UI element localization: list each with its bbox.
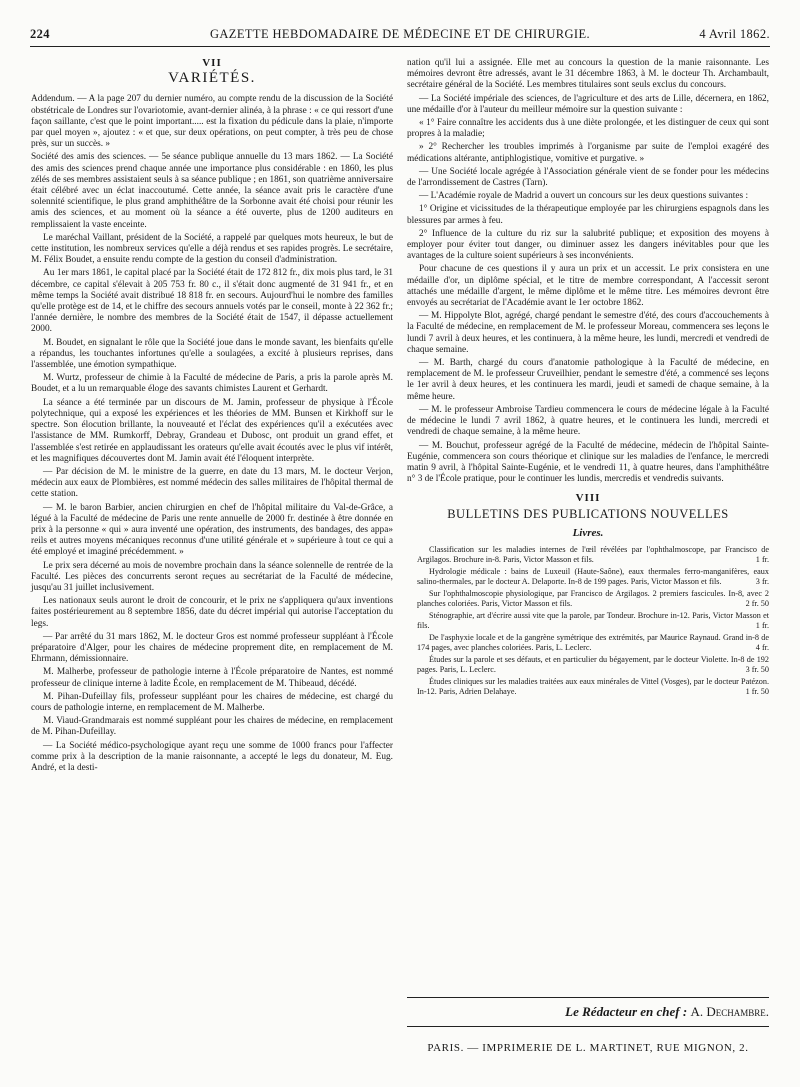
paragraph: M. Wurtz, professeur de chimie à la Faculté de médecine de Paris, a pris la parole après M. Boudet, et a lu un remarquable éloge des savants chimistes Laurent et Gerhardt. — [31, 373, 393, 395]
paragraph: Le prix sera décerné au mois de novembre prochain dans la séance solennelle de rentrée de la Faculté. Les pièces des concurrents seront reçues au secrétariat de la Faculté de médecine, jusqu'au 31 juillet inclusivement. — [31, 560, 393, 593]
book-entry — [407, 633, 769, 653]
section-title: VARIÉTÉS. — [168, 70, 256, 87]
right-column — [407, 58, 769, 699]
section-title: BULLETINS DES PUBLICATIONS NOUVELLES — [447, 506, 729, 521]
paragraph: — Par arrêté du 31 mars 1862, M. le docteur Gros est nommé professeur suppléant à l'École préparatoire d'Alger, pour les chaires de médecine proprement dite, en remplacement de M. Ehrmann, démissionnaire. — [31, 631, 393, 665]
left-column — [31, 58, 393, 776]
book-entry — [407, 567, 769, 587]
book-text: Études cliniques sur les maladies traitées aux eaux minérales de Vittel (Vosges), par le docteur Patézon. In-12. Paris, Adrien Delahaye. — [417, 676, 769, 696]
book-text: Études sur la parole et ses défauts, et en particulier du bégayement, par le docteur Violette. In-8 de 192 pages. Paris, L. Leclerc. — [417, 654, 769, 674]
paragraph: — M. le professeur Ambroise Tardieu commencera le cours de médecine légale à la Faculté de médecine le lundi 7 avril 1862, à quatre heures, et le continuera les lundi, mercredi et vendredi de chaque semaine, à la même heure. — [407, 404, 769, 438]
book-entry — [407, 677, 769, 697]
book-price: 4 fr. — [755, 642, 769, 652]
book-entry — [407, 655, 769, 675]
paragraph: M. Pihan-Dufeillay fils, professeur suppléant pour les chaires de médecine, est chargé du cours de pathologie interne, en remplacement de M. Malherbe. — [31, 691, 393, 713]
page-number: 224 — [30, 27, 50, 41]
book-text: Sur l'ophthalmoscopie physiologique, par Francisco de Argilagos. 2 premiers fascicules. In-8, avec 2 planches coloriées. Paris, Victor Masson et fils. — [417, 588, 769, 608]
book-price: 3 fr. — [755, 576, 769, 586]
paragraph: M. Viaud-Grandmarais est nommé suppléant pour les chaires de médecine, en remplacement de M. Pihan-Dufeillay. — [31, 716, 393, 738]
book-price: 3 fr. 50 — [745, 664, 769, 674]
paragraph: nation qu'il lui a assignée. Elle met au concours la question de la manie raisonnante. Les mémoires devront être adressés, avant le 31 décembre 1863, à M. le docteur Th. Archambault, secrétaire général de la Société. Les membres titulaires sont seuls exclus du concours. — [407, 58, 769, 91]
book-text: Hydrologie médicale : bains de Luxeuil (Haute-Saône), eaux thermales ferro-manganifères, eaux salino-thermales, par le docteur A. Delaporte. In-8 de 199 pages. Paris, Victor Masson et fils. — [417, 566, 769, 586]
paragraph: — M. Hippolyte Blot, agrégé, chargé pendant le semestre d'été, des cours d'accouchements à la Faculté de médecine, en remplacement de M. le professeur Moreau, commencera ses leçons le lundi 7 avril à deux heures, et les continuera, à la même heure, les lundi, mercredi et vendredi de chaque semaine. — [407, 311, 769, 355]
paragraph: Le maréchal Vaillant, président de la Société, a rappelé par quelques mots heureux, le but de cette institution, les nombreux services qu'elle a déjà rendus et ses rapides progrès. Le secrétaire, M. Félix Boudet, a ensuite rendu compte de la gestion du conseil d'administration. — [31, 232, 393, 266]
book-price: 1 fr. — [755, 554, 769, 564]
book-price: 1 fr. — [755, 620, 769, 630]
book-price: 1 fr. 50 — [745, 686, 769, 696]
book-price: 2 fr. 50 — [745, 598, 769, 608]
issue-date: 4 Avril 1862. — [699, 27, 770, 41]
paragraph: — M. Bouchut, professeur agrégé de la Faculté de médecine, médecin de l'hôpital Sainte-Eugénie, commencera son cours théorique et clinique sur les maladies de l'enfance, le mercredi matin 9 avril, à l'hôpital Sainte-Eugénie, et le vendredi 11, à quatre heures, dans l'amphithéâtre n° 3 de l'École pratique, pour le continuer les lundis, mercredis et vendredis suivants. — [407, 440, 769, 485]
paragraph: Addendum. — A la page 207 du dernier numéro, au compte rendu de la discussion de la Société obstétricale de Londres sur l'ovariotomie, avant-dernier alinéa, à la phrase : « ce qui ressort d'une façon saillante, c'est que le point important..... est la fixation du pédicule dans la plaie, n'importe par quel moyen », ajoutez : « et que, sur deux opérations, on peut compter, à très peu de chose près, sur un succès. » — [31, 94, 393, 150]
paragraph: — M. le baron Barbier, ancien chirurgien en chef de l'hôpital militaire du Val-de-Grâce, a légué à la Faculté de médecine de Paris une rente annuelle de 2000 fr. destinée à être donnée en prix à la personne « qui » aura inventé une opération, des instruments, des bandages, des appa» reils et autres moyens mécaniques reconnus d'une utilité générale et » supérieure à tout ce qui a été employé et imaginé précédemment. » — [31, 502, 393, 558]
book-entry — [407, 611, 769, 631]
book-text: Classification sur les maladies internes de l'œil révélées par l'ophthalmoscope, par Francisco de Argilagos. Brochure in-8. Paris, Victor Masson et fils. — [417, 544, 769, 564]
paragraph: Les nationaux seuls auront le droit de concourir, et le prix ne s'appliquera qu'aux inventions faites postérieurement au 8 septembre 1856, date du décret impérial qui autorise l'acceptation du legs. — [31, 596, 393, 629]
book-entry — [407, 589, 769, 609]
paragraph: 1° Origine et vicissitudes de la thérapeutique employée par les chirurgiens espagnols dans les blessures par armes à feu. — [407, 204, 769, 226]
editor-label: Le Rédacteur en chef : — [565, 1004, 688, 1019]
section-number: VII — [202, 57, 222, 69]
paragraph: — Une Société locale agrégée à l'Association générale vient de se fonder pour les médecins de l'arrondissement de Castres (Tarn). — [407, 166, 769, 189]
paragraph: » 2° Rechercher les troubles imprimés à l'organisme par suite de l'emploi exagéré des médications altérante, antiphlogistique, vomitive et purgative. » — [407, 142, 769, 164]
printer-imprint: PARIS. — IMPRIMERIE DE L. MARTINET, RUE MIGNON, 2. — [427, 1042, 749, 1054]
journal-title: GAZETTE HEBDOMADAIRE DE MÉDECINE ET DE CHIRURGIE. — [209, 27, 591, 41]
book-entry — [407, 545, 769, 565]
book-text: Sténographie, art d'écrire aussi vite que la parole, par Tondeur. Brochure in-12. Paris, Victor Masson et fils. — [417, 610, 769, 630]
paragraph: 2° Influence de la culture du riz sur la salubrité publique; et exposition des moyens à employer pour éviter tout danger, ou diminuer assez les dangers inévitables pour que les avantages de la culture soient supérieurs à ses inconvénients. — [407, 228, 769, 262]
editor-name: A. Dechambre. — [690, 1004, 769, 1019]
paragraph: — Par décision de M. le ministre de la guerre, en date du 13 mars, M. le docteur Verjon, médecin aux eaux de Plombières, est nommé médecin des salles militaires de l'hôpital thermal de cette station. — [31, 466, 393, 500]
paragraph: « 1° Faire connaître les accidents dus à une diète prolongée, et les distinguer de ceux qui sont propres à la maladie; — [407, 118, 769, 140]
section-number: VIII — [575, 492, 601, 505]
paragraph: Pour chacune de ces questions il y aura un prix et un accessit. Le prix consistera en une médaille d'or, un diplôme spécial, et le titre de membre correspondant, A l'accessit seront attachés une médaille d'argent, le même diplôme et le même titre. Les mémoires devront être envoyés au secrétariat de l'Académie avant le 1er octobre 1862. — [407, 264, 769, 309]
paragraph: — La Société médico-psychologique ayant reçu une somme de 1000 francs pour l'affecter comme prix à la description de la manie raisonnante, a accepté le legs du donateur, M. Eug. André, et la desti- — [31, 740, 393, 773]
paragraph: Au 1er mars 1861, le capital placé par la Société était de 172 812 fr., dix mois plus tard, le 31 décembre, ce capital s'élevait à 205 753 fr. 80 c., il s'était donc augmenté de 31 941 fr., et en même temps la Société avait distribué 18 818 fr. en secours. Aujourd'hui le nombre des familles qu'elle protège est de 14, et le chiffre des secours annuels votés par le conseil, monte à 22 362 fr.; l'année dernière, le nombre des membres de la Société était de 1547, il dépasse actuellement 2000. — [31, 268, 393, 335]
subsection-title: Livres. — [572, 526, 604, 539]
paragraph: — L'Académie royale de Madrid a ouvert un concours sur les deux questions suivantes : — [419, 191, 749, 202]
page-header — [30, 24, 770, 47]
paragraph: — La Société impériale des sciences, de l'agriculture et des arts de Lille, décernera, en 1862, une médaille d'or à l'auteur du meilleur mémoire sur la question suivante : — [407, 93, 769, 115]
book-text: De l'asphyxie locale et de la gangrène symétrique des extrémités, par Maurice Raynaud. Grand in-8 de 174 pages, avec planches coloriées. Paris, L. Leclerc. — [417, 632, 769, 652]
paragraph: — M. Barth, chargé du cours d'anatomie pathologique à la Faculté de médecine, en remplacement de M. le professeur Cruveilhier, pendant le semestre d'été, a commencé ses leçons le 1er avril à deux heures, et les continuera les mardi, jeudi et samedi de chaque semaine, à la même heure. — [407, 358, 769, 402]
paragraph: M. Boudet, en signalant le rôle que la Société joue dans le monde savant, les bienfaits qu'elle a répandus, les touchantes infortunes qu'elle a soulagées, a excité à plusieurs reprises, dans l'assemblée, une émotion sympathique. — [31, 337, 393, 371]
paragraph: Société des amis des sciences. — 5e séance publique annuelle du 13 mars 1862. — La Société des amis des sciences prend chaque année une importance plus considérable : en 1860, les plus zélés de ses membres assistaient seuls à sa séance publique ; en 1861, son quatrième anniversaire était célébré avec un éclat inaccoutumé. Cette année, la séance avait pris le caractère d'une solennité scientifique, le plus grand amphithéâtre de la Sorbonne avait été choisi pour réunir les amis des sciences, et au moment où la séance a été ouverte, plus de 1200 auditeurs en remplissaient la vaste enceinte. — [31, 152, 393, 230]
editor-signature — [407, 997, 769, 1027]
paragraph: La séance a été terminée par un discours de M. Jamin, professeur de physique à l'École polytechnique, qui a exposé les expériences et les théories de MM. Bunsen et Kirkhoff sur le spectre. Son élocution brillante, la nouveauté et l'éclat des expériences qu'il a exécutées avec l'assistance de MM. Rumkorff, Debray, Grandeau et Dubosc, ont produit un grand effet, et l'assemblée s'est retirée en applaudissant les orateurs qu'elle avait écoutés avec le plus vif intérêt, et les magnifiques découvertes dont M. Jamin avait été l'éloquent interprète. — [31, 397, 393, 464]
paragraph: M. Malherbe, professeur de pathologie interne à l'École préparatoire de Nantes, est nommé professeur de clinique interne à ladite École, en remplacement de M. Thibeaud, décédé. — [31, 667, 393, 689]
